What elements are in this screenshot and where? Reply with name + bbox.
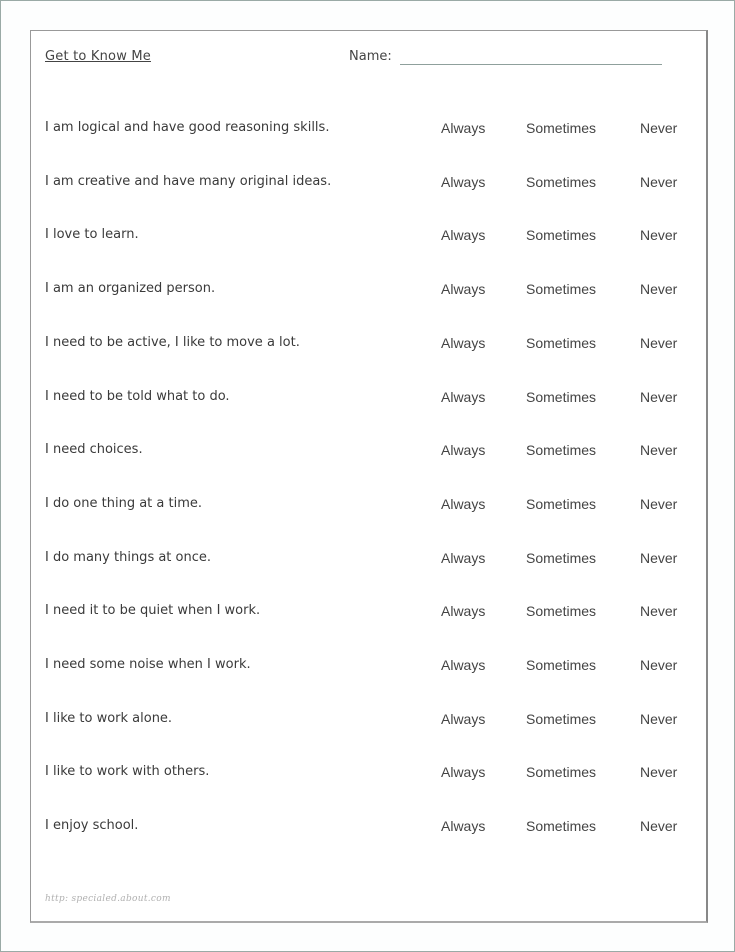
option-sometimes[interactable]: Sometimes [526, 174, 597, 190]
option-sometimes[interactable]: Sometimes [526, 120, 597, 136]
option-never[interactable]: Never [640, 335, 678, 351]
statement-row [31, 389, 706, 409]
name-label: Name: [349, 49, 392, 64]
option-never[interactable]: Never [640, 603, 678, 619]
statement-text: I enjoy school. [45, 818, 139, 833]
option-always[interactable]: Always [441, 496, 486, 512]
option-sometimes[interactable]: Sometimes [526, 496, 597, 512]
statement-row [31, 550, 706, 570]
statement-row [31, 764, 706, 784]
option-sometimes[interactable]: Sometimes [526, 281, 597, 297]
statement-row [31, 818, 706, 838]
option-never[interactable]: Never [640, 764, 678, 780]
statement-text: I need to be active, I like to move a lot. [45, 335, 300, 350]
statement-text: I need it to be quiet when I work. [45, 603, 261, 618]
option-always[interactable]: Always [441, 442, 486, 458]
worksheet-title: Get to Know Me [45, 49, 151, 64]
statement-row [31, 335, 706, 355]
option-always[interactable]: Always [441, 818, 486, 834]
statement-row [31, 603, 706, 623]
option-never[interactable]: Never [640, 281, 678, 297]
option-never[interactable]: Never [640, 657, 678, 673]
statement-text: I do one thing at a time. [45, 496, 202, 511]
statement-text: I love to learn. [45, 227, 139, 242]
statement-row [31, 657, 706, 677]
option-sometimes[interactable]: Sometimes [526, 603, 597, 619]
statement-row [31, 227, 706, 247]
statement-text: I do many things at once. [45, 550, 212, 565]
option-sometimes[interactable]: Sometimes [526, 764, 597, 780]
option-always[interactable]: Always [441, 120, 486, 136]
option-never[interactable]: Never [640, 496, 678, 512]
statement-row [31, 711, 706, 731]
option-sometimes[interactable]: Sometimes [526, 227, 597, 243]
option-always[interactable]: Always [441, 711, 486, 727]
statement-text: I need to be told what to do. [45, 389, 230, 404]
option-sometimes[interactable]: Sometimes [526, 550, 597, 566]
statement-text: I like to work with others. [45, 764, 210, 779]
option-always[interactable]: Always [441, 335, 486, 351]
statement-text: I am creative and have many original ideas. [45, 174, 332, 189]
statement-row [31, 281, 706, 301]
option-never[interactable]: Never [640, 442, 678, 458]
statement-text: I like to work alone. [45, 711, 173, 726]
option-sometimes[interactable]: Sometimes [526, 818, 597, 834]
option-always[interactable]: Always [441, 550, 486, 566]
option-sometimes[interactable]: Sometimes [526, 657, 597, 673]
option-never[interactable]: Never [640, 711, 678, 727]
name-field[interactable] [400, 64, 662, 65]
statement-row [31, 174, 706, 194]
footer-url: http: specialed.about.com [45, 894, 171, 904]
option-always[interactable]: Always [441, 657, 486, 673]
option-sometimes[interactable]: Sometimes [526, 711, 597, 727]
option-always[interactable]: Always [441, 281, 486, 297]
option-always[interactable]: Always [441, 764, 486, 780]
option-always[interactable]: Always [441, 603, 486, 619]
statement-row [31, 496, 706, 516]
option-never[interactable]: Never [640, 174, 678, 190]
option-never[interactable]: Never [640, 389, 678, 405]
option-always[interactable]: Always [441, 227, 486, 243]
option-sometimes[interactable]: Sometimes [526, 335, 597, 351]
option-never[interactable]: Never [640, 550, 678, 566]
worksheet [30, 30, 708, 923]
statement-row [31, 120, 706, 140]
option-always[interactable]: Always [441, 389, 486, 405]
option-sometimes[interactable]: Sometimes [526, 442, 597, 458]
option-sometimes[interactable]: Sometimes [526, 389, 597, 405]
statement-text: I am logical and have good reasoning skills. [45, 120, 330, 135]
option-always[interactable]: Always [441, 174, 486, 190]
option-never[interactable]: Never [640, 120, 678, 136]
statement-text: I need choices. [45, 442, 143, 457]
statement-row [31, 442, 706, 462]
statement-text: I am an organized person. [45, 281, 216, 296]
option-never[interactable]: Never [640, 227, 678, 243]
statement-text: I need some noise when I work. [45, 657, 251, 672]
option-never[interactable]: Never [640, 818, 678, 834]
